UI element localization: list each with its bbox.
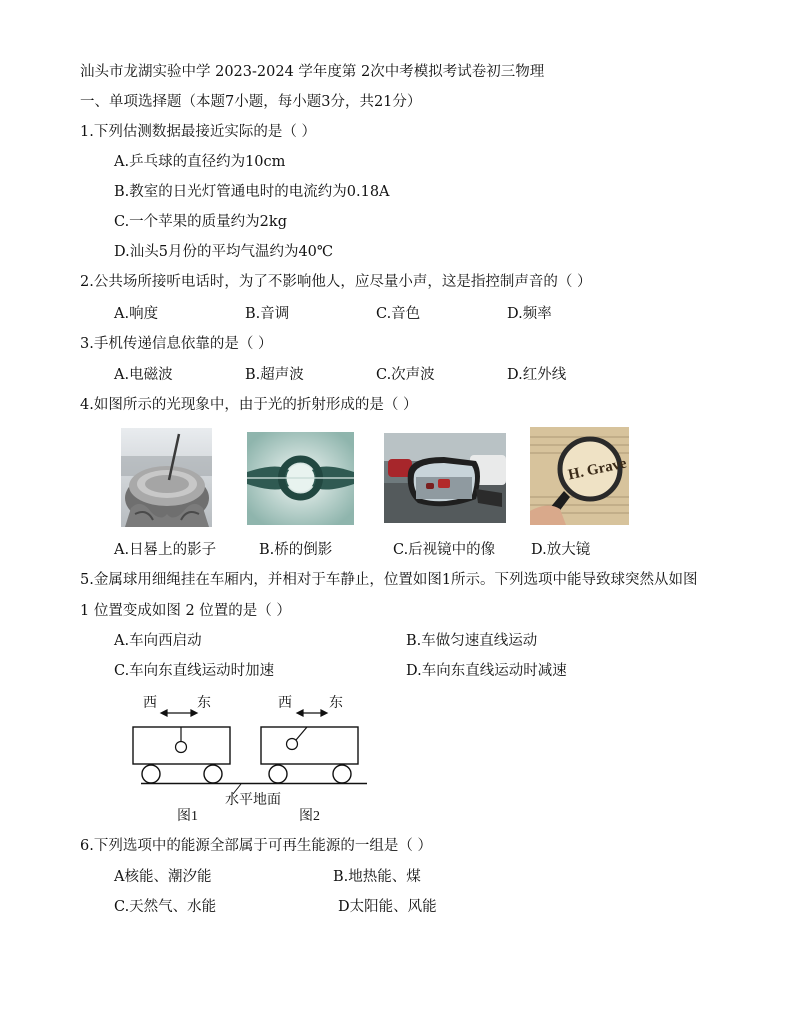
q2-option-c: C.音色 xyxy=(376,306,421,322)
q5-stem-line2: 1 位置变成如图 2 位置的是（ ） xyxy=(80,603,291,619)
fig1-west-label: 西 xyxy=(143,696,157,711)
fig1-caption: 图1 xyxy=(177,809,198,824)
q3-stem: 3.手机传递信息依靠的是（ ） xyxy=(80,336,273,352)
q4-stem: 4.如图所示的光现象中，由于光的折射形成的是（ ） xyxy=(80,397,418,413)
q5-option-b: B.车做匀速直线运动 xyxy=(406,633,538,649)
q3-option-c: C.次声波 xyxy=(376,367,435,383)
train-car-figure xyxy=(125,690,375,825)
q1-option-a: A.乒乓球的直径约为10cm xyxy=(114,154,286,170)
exam-title: 汕头市龙湖实验中学 2023-2024 学年度第 2次中考模拟考试卷初三物理 xyxy=(80,64,545,80)
bridge-reflection-photo xyxy=(247,432,354,525)
q6-option-a: A核能、潮汐能 xyxy=(114,869,212,885)
fig2-ball xyxy=(287,739,298,750)
q1-stem: 1.下列估测数据最接近实际的是（ ） xyxy=(80,124,316,140)
fig1-ball xyxy=(176,742,187,753)
fig2-direction-arrow xyxy=(297,710,327,716)
fig1-east-label: 东 xyxy=(197,696,211,711)
q6-stem: 6.下列选项中的能源全部属于可再生能源的一组是（ ） xyxy=(80,838,432,854)
q5-option-c: C.车向东直线运动时加速 xyxy=(114,663,275,679)
fig2-east-label: 东 xyxy=(329,696,343,711)
q2-stem: 2.公共场所接听电话时，为了不影响他人，应尽量小声，这是指控制声音的（ ） xyxy=(80,274,592,290)
q5-stem-line1: 5.金属球用细绳挂在车厢内，并相对于车静止，位置如图1所示。下列选项中能导致球突然从如图 xyxy=(80,572,698,588)
section-heading: 一、单项选择题（本题7小题，每小题3分，共21分） xyxy=(80,94,422,110)
fig2-west-label: 西 xyxy=(278,696,292,711)
q4-option-b: B.桥的倒影 xyxy=(259,542,333,558)
q3-option-b: B.超声波 xyxy=(245,367,304,383)
q6-option-b: B.地热能、煤 xyxy=(333,869,421,885)
fig1-direction-arrow xyxy=(161,710,197,716)
q2-option-b: B.音调 xyxy=(245,306,290,322)
fig2-caption: 图2 xyxy=(299,809,320,824)
q2-option-d: D.频率 xyxy=(507,306,552,322)
q1-option-c: C.一个苹果的质量约为2kg xyxy=(114,214,287,230)
q6-option-c: C.天然气、水能 xyxy=(114,899,217,915)
ground-label: 水平地面 xyxy=(225,793,281,808)
sundial-photo xyxy=(121,428,212,527)
q1-option-b: B.教室的日光灯管通电时的电流约为0.18A xyxy=(114,184,390,200)
rearview-mirror-photo xyxy=(384,433,506,523)
q2-option-a: A.响度 xyxy=(114,306,159,322)
q4-option-c: C.后视镜中的像 xyxy=(393,542,496,558)
q5-option-a: A.车向西启动 xyxy=(114,633,202,649)
q4-option-a: A.日晷上的影子 xyxy=(114,542,217,558)
q4-option-d: D.放大镜 xyxy=(531,542,591,558)
magnifier-text: H. Grave xyxy=(566,455,629,484)
q1-option-d: D.汕头5月份的平均气温约为40℃ xyxy=(114,244,334,260)
fig2-car-body xyxy=(261,727,358,764)
q5-option-d: D.车向东直线运动时减速 xyxy=(406,663,567,679)
q6-option-d: D太阳能、风能 xyxy=(338,899,437,915)
q3-option-d: D.红外线 xyxy=(507,367,567,383)
q3-option-a: A.电磁波 xyxy=(114,367,173,383)
magnifier-photo xyxy=(530,427,629,525)
